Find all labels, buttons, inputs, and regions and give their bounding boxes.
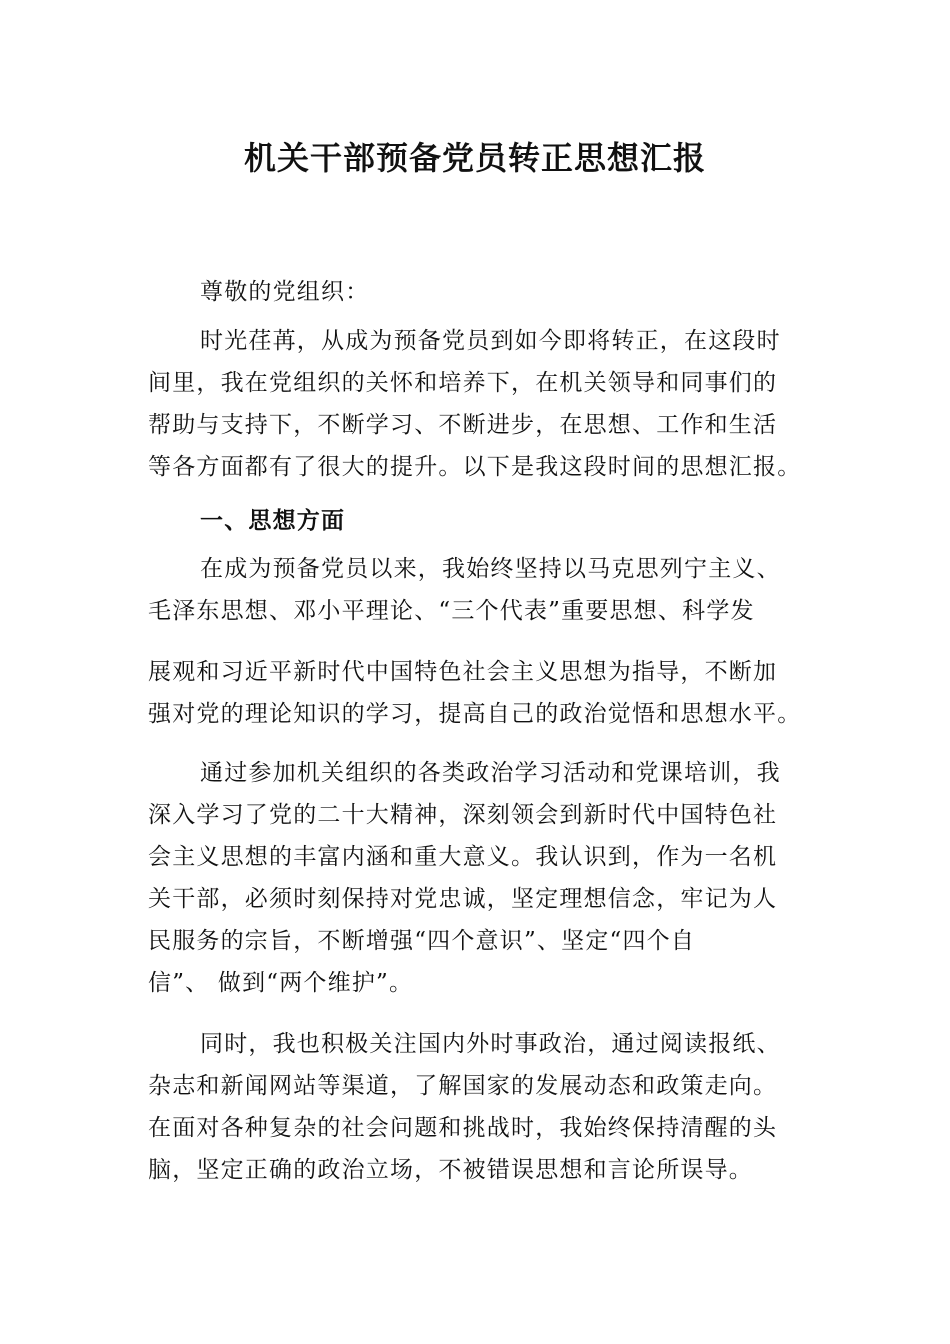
text-line: 关干部，必须时刻保持对党忠诚，坚定理想信念，牢记为人 bbox=[148, 886, 778, 912]
paragraph-1a bbox=[148, 548, 818, 632]
text-line: 信”、 做到“两个维护”。 bbox=[148, 970, 414, 996]
text-line: 同时，我也积极关注国内外时事政治，通过阅读报纸、 bbox=[200, 1031, 781, 1057]
text-line: 脑，坚定正确的政治立场，不被错误思想和言论所误导。 bbox=[148, 1157, 753, 1183]
section-heading-text: 一、思想方面 bbox=[200, 508, 346, 534]
text-line: 深入学习了党的二十大精神，深刻领会到新时代中国特色社 bbox=[148, 802, 778, 828]
paragraph-1b bbox=[148, 651, 818, 735]
text-line: 等各方面都有了很大的提升。以下是我这段时间的思想汇报。 bbox=[148, 454, 802, 480]
text-line: 展观和习近平新时代中国特色社会主义思想为指导，不断加 bbox=[148, 659, 778, 685]
text-line: 杂志和新闻网站等渠道，了解国家的发展动态和政策走向。 bbox=[148, 1073, 778, 1099]
text-line: 通过参加机关组织的各类政治学习活动和党课培训，我 bbox=[200, 760, 781, 786]
salutation-text: 尊敬的党组织： bbox=[200, 279, 370, 305]
paragraph-3 bbox=[148, 1023, 818, 1191]
salutation bbox=[148, 271, 818, 313]
text-line: 民服务的宗旨，不断增强“四个意识”、坚定“四个自 bbox=[148, 928, 696, 954]
document-title: 机关干部预备党员转正思想汇报 bbox=[243, 139, 706, 177]
text-line: 会主义思想的丰富内涵和重大意义。我认识到，作为一名机 bbox=[148, 844, 778, 870]
text-line: 毛泽东思想、邓小平理论、“三个代表”重要思想、科学发 bbox=[148, 598, 755, 624]
text-line: 间里，我在党组织的关怀和培养下，在机关领导和同事们的 bbox=[148, 370, 778, 396]
text-line: 强对党的理论知识的学习，提高自己的政治觉悟和思想水平。 bbox=[148, 701, 802, 727]
paragraph-2 bbox=[148, 752, 818, 1004]
text-line: 时光荏苒，从成为预备党员到如今即将转正，在这段时 bbox=[200, 328, 781, 354]
text-line: 在成为预备党员以来，我始终坚持以马克思列宁主义、 bbox=[200, 556, 781, 582]
text-line: 帮助与支持下，不断学习、不断进步，在思想、工作和生活 bbox=[148, 412, 778, 438]
text-line: 在面对各种复杂的社会问题和挑战时，我始终保持清醒的头 bbox=[148, 1115, 778, 1141]
intro-paragraph bbox=[148, 320, 818, 488]
section-heading bbox=[148, 500, 818, 542]
